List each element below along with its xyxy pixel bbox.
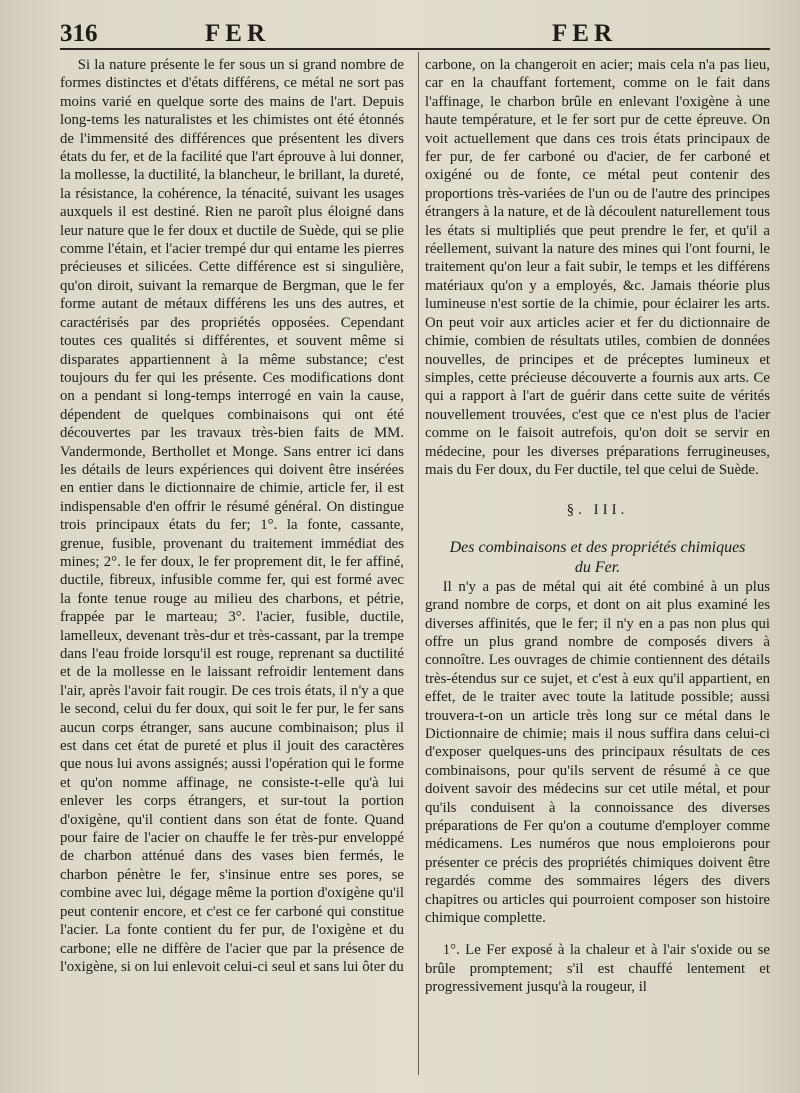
right-column xyxy=(425,56,770,997)
section-title xyxy=(425,538,770,578)
body-paragraph: Il n'y a pas de métal qui ait été combiné à un plus grand nombre de corps, et dont on ait plus examiné les diverses affinités, que le fer; il n'y en a pas non plus qui offre un plus grand nombre de composés divers à connoître. Les ouvrages de chimie contiennent des détails très-étendus sur ce sujet, et c'est à eux qu'il appartient, en effet, de le traiter avec toute la latitude possible; aussi trouvera-t-on un article très long sur ce métal dans le Dictionnaire de chimie; mais il nous suffira dans celui-ci d'exposer quelques-uns des principaux résultats de ces combinaisons, pour qu'ils servent de résumé à ce que doivent savoir des médecins sur cet utile métal, et pour qu'ils conduisent à la connoissance des diverses préparations de Fer qu'on a coutume d'employer comme médicamens. Les numéros que nous emploierons pour présenter ce précis des propriétés chimiques doivent être regardés comme des sommaires légers des divers chapitres ou articles qui pourroient composer son histoire chimique complette. xyxy=(425,578,770,927)
page-number: 316 xyxy=(60,20,98,47)
section-mark: §. III. xyxy=(566,502,629,519)
body-paragraph: 1°. Le Fer exposé à la chaleur et à l'air s'oxide ou se brûle promptement; s'il est chauffé lentement et progressivement jusqu'à la rougeur, il xyxy=(425,942,770,996)
body-paragraph: Si la nature présente le fer sous un si grand nombre de formes distinctes et d'états différens, ce métal ne sort pas moins varié en quelque sorte des mains de l'art. Depuis long-tems les naturalistes et les chimistes ont été étonnés de l'immensité des différences que présentent les divers états du fer, et de la facilité que l'art éprouve à lui donner, la mollesse, la ductilité, la blancheur, le brillant, la dureté, la résistance, la cohérence, la ténacité, suivant les usages auxquels il est destiné. Rien ne paroît plus éloigné dans leur nature que le fer doux et ductile de Suède, qui se plie comme l'étain, et l'acier trempé dur qui entame les pierres précieuses et silicées. Cette différence est si singulière, qu'on diroit, suivant la remarque de Bergman, que le fer forme autant de métaux différens les uns des autres, et caractérisés par des propriétés opposées. Cependant toutes ces qualités si différentes, et souvent même si disparates appartiennent à la même substance; c'est toujours du fer qui les présente. Ces modifications dont on a pendant si long-temps interrogé en vain la cause, dépendent de quelques combinaisons qui ont été découvertes par les travaux très-bien faits de MM. Vandermonde, Berthollet et Monge. Sans entrer ici dans les détails de leurs expériences qui doivent être insérées en entier dans le dictionnaire de chimie, article fer, il est indispensable d'en offrir le résumé général. On distingue trois principaux états du fer; 1°. la fonte, cassante, grenue, fusible, provenant du traitement immédiat des mines; 2°. le fer doux, le fer proprement dit, le fer affiné, ductile, fibreux, infusible comme fer, qui est formé avec la fonte tenue rouge au milieu des charbons, et pétrie, frappée par le marteau; 3°. l'acier, fusible, ductile, lamelleux, devenant très-dur et très-cassant, par la trempe dans l'eau froide lorsqu'il est rouge, reprenant sa ductilité et de la mollesse en le laissant refroidir lentement dans l'air, après l'avoir fait rougir. De ces trois états, il n'y a que le second, celui du fer doux, qui soit le fer pur, le fer sans aucun corps étranger, sans aucune combinaison; plus il est dans cet état de pureté et plus il jouit des caractères que nous lui avons assignés; aussi l'opération qui le forme et qu'on nomme affinage, ne consiste-t-elle qu'à lui enlever les corps étrangers, et sur-tout la portion d'oxigène, qu'il contient dans son état de fonte. Quand pour faire de l'acier on chauffe le fer très-pur enveloppé de charbon atténué dans des vases bien fermés, le charbon pénètre le fer, s'insinue entre ses pores, se combine avec lui, dégage même la portion d'oxigène qu'il peut contenir encore, et c'est ce fer carboné qui constitue l'acier. La fonte contient du fer pur, de l'oxigène et du carbone; elle ne diffère de l'acier que par la présence de l'oxigène, si on lui enlevoit celui-ci seul et sans lui ôter du xyxy=(60,57,404,975)
body-paragraph-continued: carbone, on la changeroit en acier; mais cela n'a pas lieu, car en la chauffant fortement, comme on le fait dans l'affinage, le charbon brûle en enlevant l'oxigène à une haute température, et le fer sort pur de cette épreuve. On voit actuellement que dans ces trois états principaux de fer pur, de fer carboné ou d'acier, de fer carboné et oxigéné ou de fonte, ce métal peut contenir des proportions très-variées de l'un ou de l'autre des principes étrangers à la nature, et de là découlent naturellement tous les états si multipliés que peut prendre le fer, et qu'il a réellement, suivant la nature des mines qui l'ont fourni, le traitement qu'on leur a fait subir, le temps et les différens matériaux qu'on y a employés, &c. Jamais théorie plus lumineuse n'est sortie de la chimie, pour éclairer les arts. On peut voir aux articles acier et fer du dictionnaire de chimie, combien de résultats utiles, combien de données nouvelles, de principes et de préceptes lumineux et simples, cette précieuse découverte a fournis aux arts. Ce qui a rapport à l'art de guérir dans cette suite de vérités nouvellement trouvées, c'est que ce n'est plus de l'acier comme on le faisoit autrefois, qu'on doit se servir en médecine, pour les diverses préparations ferrugineuses, mais du Fer doux, du Fer ductile, tel que celui de Suède. xyxy=(425,57,770,478)
section-title-line2: du Fer. xyxy=(574,558,621,576)
left-column xyxy=(60,56,404,976)
column-divider xyxy=(418,52,419,1075)
header-rule xyxy=(60,48,770,50)
running-head-right: FER xyxy=(552,20,617,47)
page-header xyxy=(0,20,800,50)
section-title-line1: Des combinaisons et des propriétés chimiques xyxy=(449,538,746,556)
running-head-left: FER xyxy=(205,20,270,47)
